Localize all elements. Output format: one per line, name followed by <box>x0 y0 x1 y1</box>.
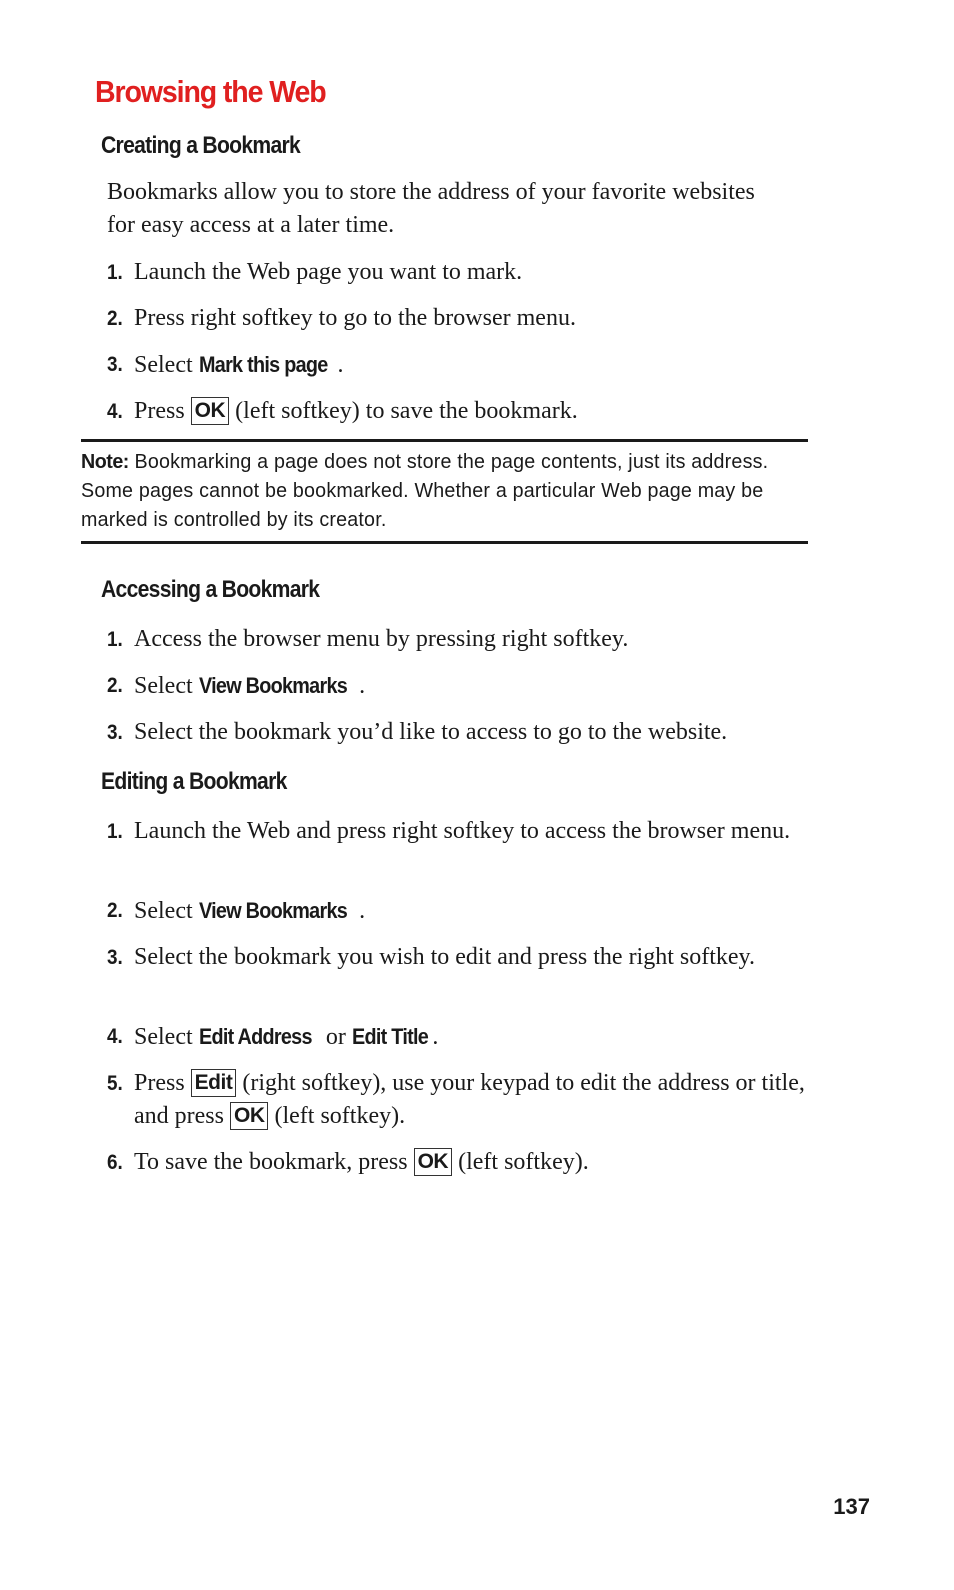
editing-step-3 <box>107 941 807 974</box>
step-text: Select Edit Address or Edit Title . <box>134 1020 807 1054</box>
step-number: 3. <box>107 721 123 744</box>
step-text: Select the bookmark you wish to edit and press the right softkey. <box>134 944 755 970</box>
step-text: Press Edit (right softkey), use your keypad to edit the address or title, and press OK (left softkey). <box>134 1070 805 1129</box>
ok-key-label: OK <box>191 397 230 425</box>
page-number: 137 <box>833 1494 870 1519</box>
step-text: To save the bookmark, press OK (left softkey). <box>134 1149 589 1175</box>
step-text: Select View Bookmarks . <box>134 669 807 703</box>
creating-bookmark-heading: Creating a Bookmark <box>101 132 301 159</box>
editing-bookmark-heading: Editing a Bookmark <box>101 768 287 795</box>
step-number: 5. <box>107 1072 123 1095</box>
menu-option-mark-this-page: Mark this page <box>198 352 328 377</box>
menu-option-edit-title: Edit Title <box>351 1024 428 1049</box>
editing-step-4 <box>107 1020 807 1054</box>
step-number: 4. <box>107 400 123 423</box>
note-label: Note: <box>81 450 129 473</box>
editing-step-6 <box>107 1146 807 1179</box>
step-text: Launch the Web and press right softkey to access the browser menu. <box>134 818 791 844</box>
step-text: Access the browser menu by pressing right softkey. <box>134 626 629 652</box>
step-number: 2. <box>107 899 123 922</box>
creating-step-1 <box>107 256 807 289</box>
creating-bookmark-intro: Bookmarks allow you to store the address of your favorite websites for easy access at a later time. <box>107 179 755 238</box>
ok-key-label: OK <box>414 1148 453 1176</box>
step-number: 3. <box>107 946 123 969</box>
step-number: 2. <box>107 674 123 697</box>
accessing-bookmark-heading: Accessing a Bookmark <box>101 576 320 603</box>
menu-option-edit-address: Edit Address <box>198 1024 312 1049</box>
creating-step-3 <box>107 348 807 382</box>
creating-step-2 <box>107 302 807 335</box>
accessing-step-3 <box>107 716 807 749</box>
step-number: 1. <box>107 628 123 651</box>
step-text: Press OK (left softkey) to save the bookmark. <box>134 398 578 424</box>
creating-step-4 <box>107 395 807 428</box>
editing-step-1 <box>107 815 807 848</box>
step-text: Launch the Web page you want to mark. <box>134 259 523 285</box>
step-number: 1. <box>107 820 123 843</box>
ok-key-label: OK <box>230 1102 269 1130</box>
note-box <box>81 447 779 534</box>
section-title: Browsing the Web <box>95 74 326 109</box>
step-text: Press right softkey to go to the browser menu. <box>134 305 576 331</box>
editing-step-5 <box>107 1067 807 1133</box>
step-text: Select View Bookmarks . <box>134 894 807 928</box>
note-bottom-rule <box>81 541 808 544</box>
step-text: Select Mark this page . <box>134 348 807 382</box>
editing-step-2 <box>107 894 807 928</box>
accessing-step-1 <box>107 623 807 656</box>
step-number: 2. <box>107 307 123 330</box>
step-number: 3. <box>107 353 123 376</box>
edit-key-label: Edit <box>191 1069 237 1097</box>
step-number: 4. <box>107 1025 123 1048</box>
menu-option-view-bookmarks: View Bookmarks <box>198 898 347 923</box>
step-number: 6. <box>107 1151 123 1174</box>
step-text: Select the bookmark you’d like to access to go to the website. <box>134 719 728 745</box>
step-number: 1. <box>107 261 123 284</box>
accessing-step-2 <box>107 669 807 703</box>
note-top-rule <box>81 439 808 442</box>
note-text: Bookmarking a page does not store the page contents, just its address. Some pages cannot be bookmarked. Whether a particular Web page may be marked is controlled by its creator. <box>81 450 769 531</box>
menu-option-view-bookmarks: View Bookmarks <box>198 673 347 698</box>
